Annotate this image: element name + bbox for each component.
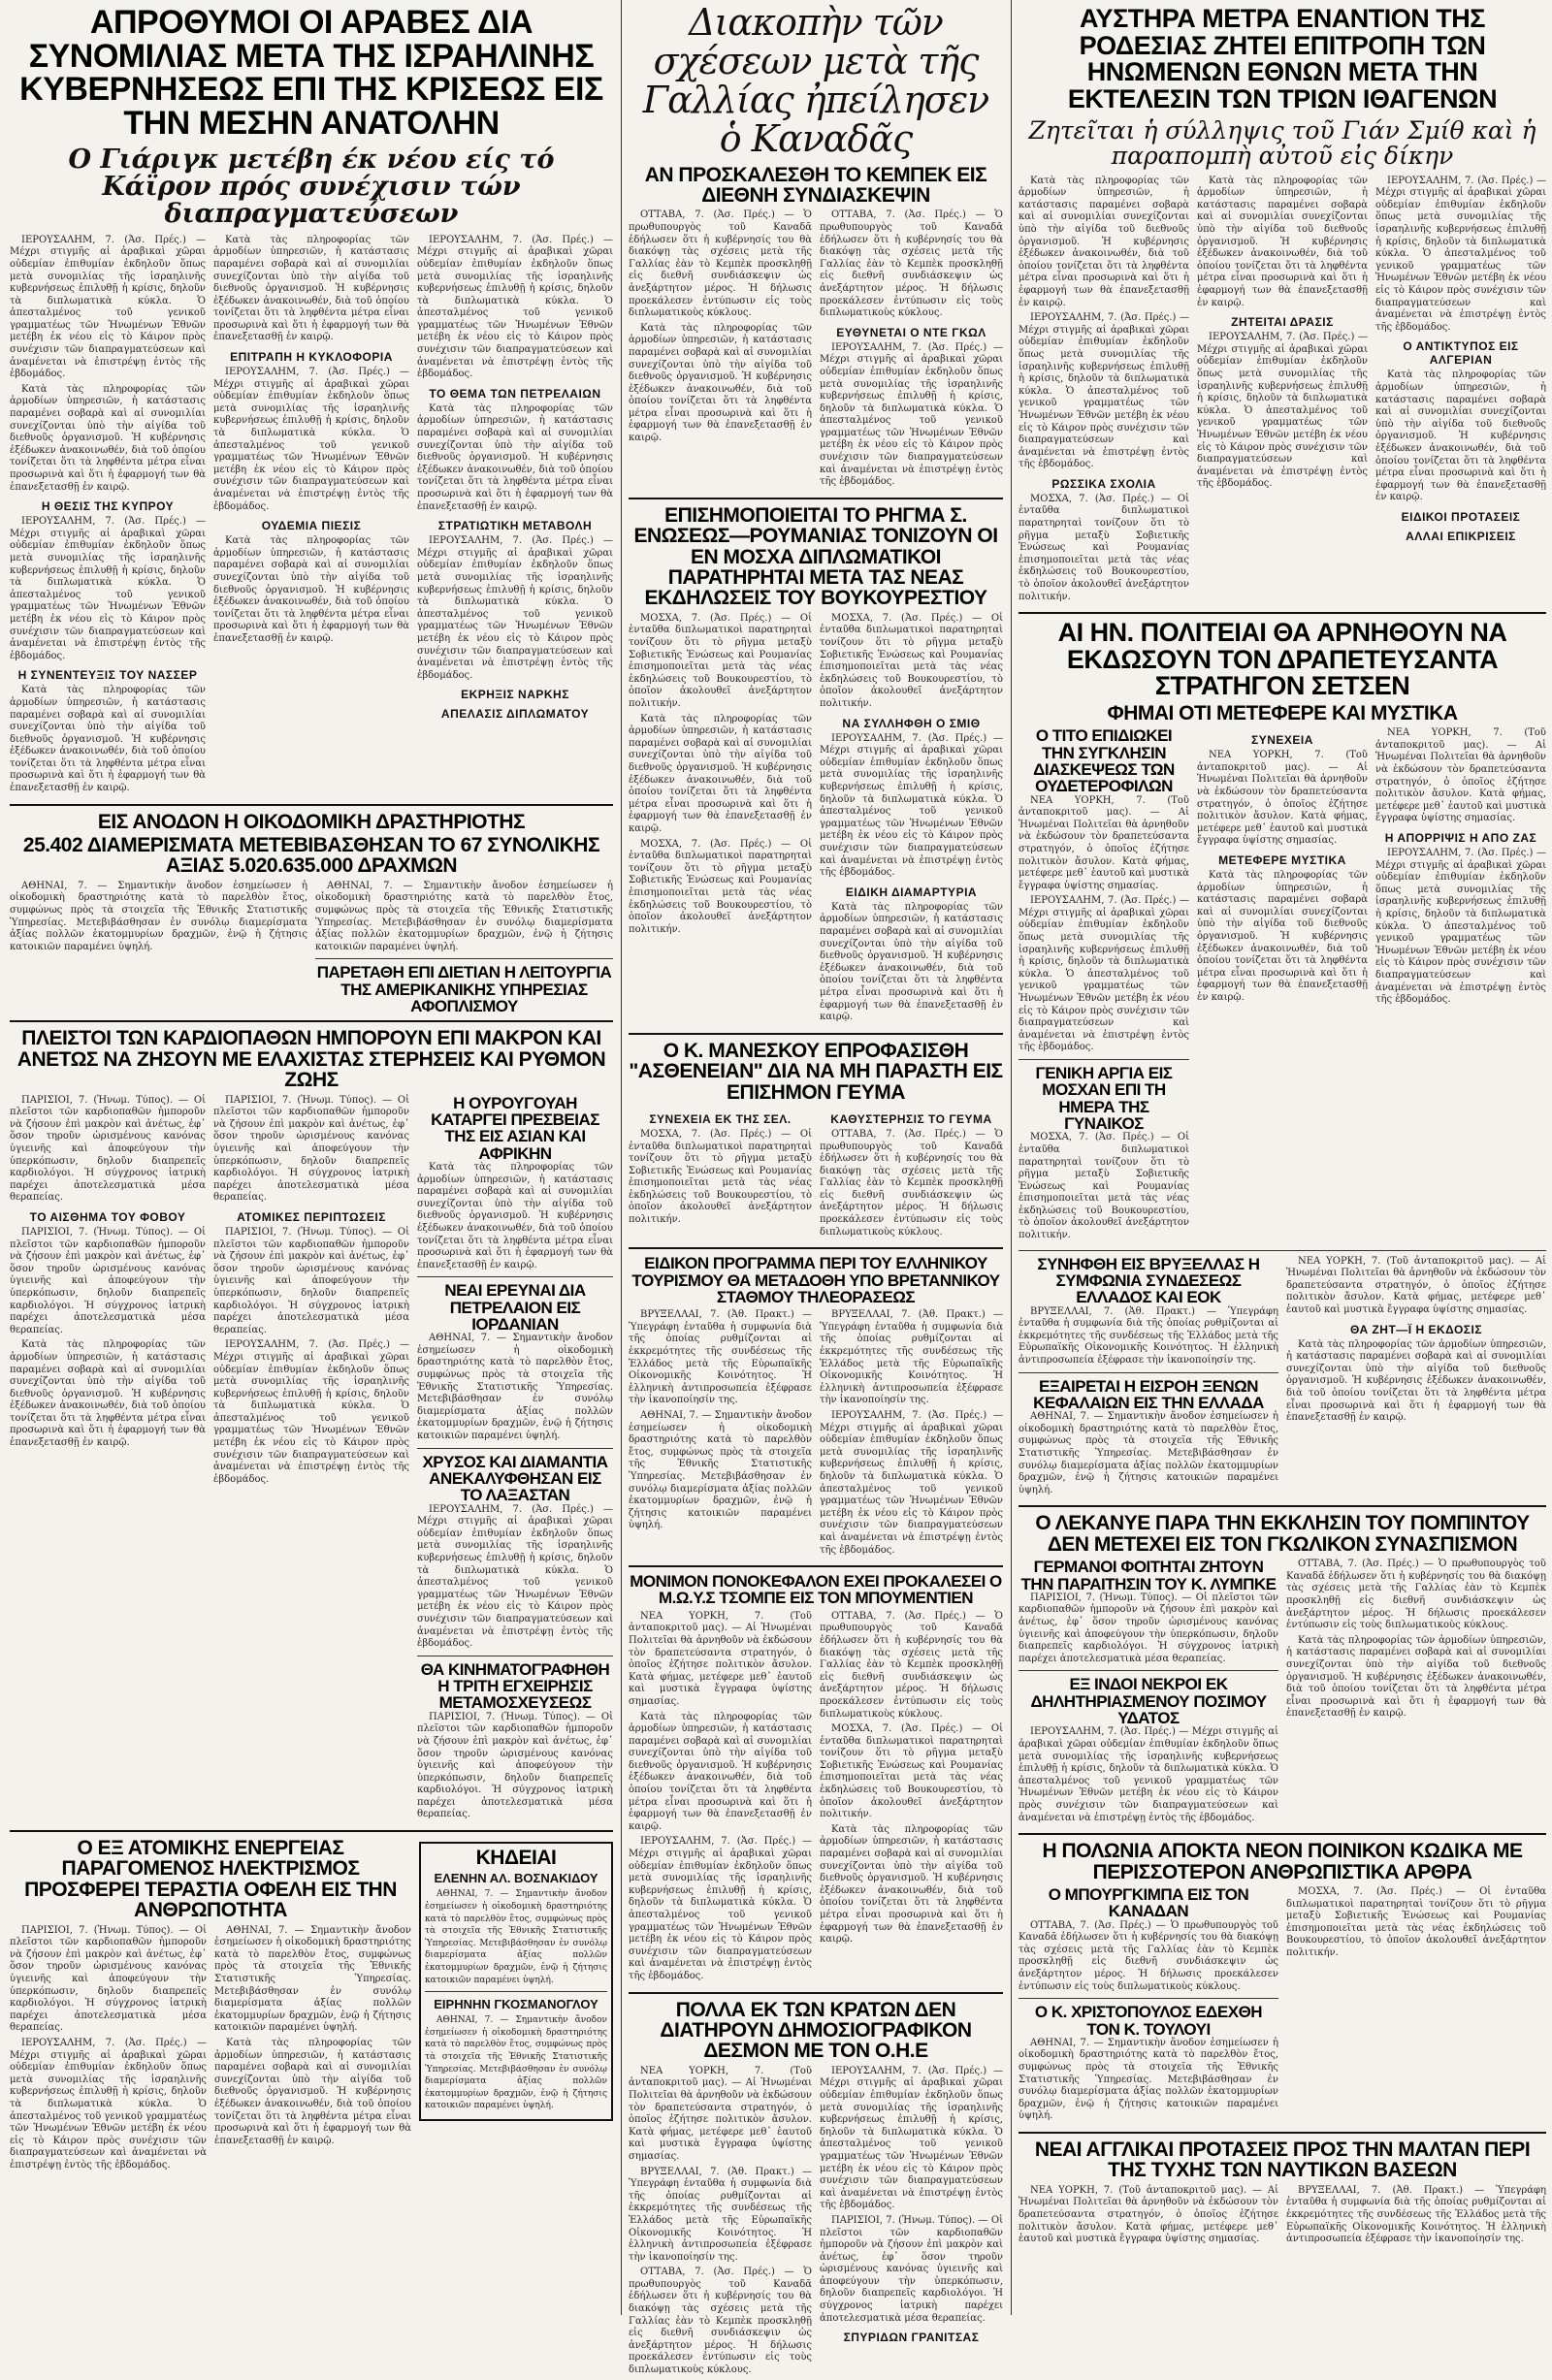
article-text: ΠΑΡΙΣΙΟΙ, 7. (Ἡνωμ. Τύπος). — Οἱ πλεῖστοι τῶν καρδιοπαθῶν ἠμποροῦν νὰ ζήσουν ἐπὶ μακρὸν καὶ ἀνέτως, ἐφ᾽ ὅσον τηροῦν ὡρισμένους κανόνας ὑγιεινῆς καὶ ἀποφεύγουν τὴν ὑπερκόπωσιν, δηλοῦν διαπρεπεῖς καρδιολόγοι. Ἡ σύγχρονος ἰατρικὴ παρέχει ἀποτελεσματικὰ μέσα θεραπείας. (417, 1711, 613, 1820)
headline-tourism-program: ΕΙΔΙΚΟΝ ΠΡΟΓΡΑΜΜΑ ΠΕΡΙ ΤΟΥ ΕΛΛΗΝΙΚΟΥ ΤΟΥΡΙΣΜΟΥ ΘΑ ΜΕΤΑΔΟΘΗ ΥΠΟ ΒΡΕΤΑΝΝΙΚΟΥ ΣΤΑΘΜΟΥ ΤΗΛΕΟΡΑΣΕΩΣ (631, 1254, 1000, 1306)
headline-jordan-oil: ΝΕΑΙ ΕΡΕΥΝΑΙ ΔΙΑ ΠΕΤΡΕΛΑΙΟΝ ΕΙΣ ΙΟΡΔΑΝΙΑΝ (444, 1281, 586, 1334)
headline-apartments: 25.402 ΔΙΑΜΕΡΙΣΜΑΤΑ ΜΕΤΕΒΙΒΑΣΘΗΣΑΝ ΤΟ 67 ΣΥΝΟΛΙΚΗΣ ΑΞΙΑΣ 5.020.635.000 ΔΡΑΧΜΩΝ (22, 834, 600, 878)
right-column (1018, 0, 1546, 2249)
section-heading: ΡΩΣΣΙΚΑ ΣΧΟΛΙΑ (1051, 476, 1156, 491)
article-text: ΙΕΡΟΥΣΑΛΗΜ, 7. (Ἀσ. Πρές.) — Μέχρι στιγμῆς αἱ ἀραβικαὶ χῶραι οὐδεμίαν ἐπιθυμίαν ἐκδηλοῦν ὅπως μετὰ συνομιλίας τῆς ἰσραηλινῆς κυβερνήσεως ἐπιλυθῇ ἡ κρίσις, δηλοῦν τὰ διπλωματικὰ κύκλα. Ὁ ἀπεσταλμένος τοῦ γενικοῦ γραμματέως τῶν Ἡνωμένων Ἐθνῶν μετέβη ἐκ νέου εἰς τὸ Κάιρον πρὸς συνέχισιν τῶν διαπραγματεύσεων καὶ ἀναμένεται νὰ ἐπιστρέψῃ ἐντὸς τῆς ἑβδομάδος. (1018, 312, 1189, 470)
article-text: ΑΘΗΝΑΙ, 7. — Σημαντικὴν ἄνοδον ἐσημείωσεν ἡ οἰκοδομικὴ δραστηριότης κατὰ τὸ παρελθὸν ἔτος, συμφώνως πρὸς τὰ στοιχεῖα τῆς Ἐθνικῆς Στατιστικῆς Ὑπηρεσίας. Μετεβιβάσθησαν ἐν συνόλῳ διαμερίσματα ἀξίας πολλῶν ἑκατομμυρίων δραχμῶν, ἐνῷ ἡ ζήτησις κατοικιῶν παραμένει ὑψηλή. (629, 1409, 812, 1531)
article-text: ΑΘΗΝΑΙ, 7. — Σημαντικὴν ἄνοδον ἐσημείωσεν ἡ οἰκοδομικὴ δραστηριότης κατὰ τὸ παρελθὸν ἔτος, συμφώνως πρὸς τὰ στοιχεῖα τῆς Ἐθνικῆς Στατιστικῆς Ὑπηρεσίας. Μετεβιβάσθησαν ἐν συνόλῳ διαμερίσματα ἀξίας πολλῶν ἑκατομμυρίων δραχμῶν, ἐνῷ ἡ ζήτησις κατοικιῶν παραμένει ὑψηλή. (1018, 2037, 1278, 2122)
headline-atomic-energy: Ο ΕΞ ΑΤΟΜΙΚΗΣ ΕΝΕΡΓΕΙΑΣ ΠΑΡΑΓΟΜΕΝΟΣ ΗΛΕΚΤΡΙΣΜΟΣ ΠΡΟΣΦΕΡΕΙ ΤΕΡΑΣΤΙΑ ΟΦΕΛΗ ΕΙΣ ΤΗΝ ΑΝΘΡΩΠΟΤΗΤΑ (24, 1837, 397, 1922)
article-text: ΑΘΗΝΑΙ, 7. — Σημαντικὴν ἄνοδον ἐσημείωσεν ἡ οἰκοδομικὴ δραστηριότης κατὰ τὸ παρελθὸν ἔτος, συμφώνως πρὸς τὰ στοιχεῖα τῆς Ἐθνικῆς Στατιστικῆς Ὑπηρεσίας. Μετεβιβάσθησαν ἐν συνόλῳ διαμερίσματα ἀξίας πολλῶν ἑκατομμυρίων δραχμῶν, ἐνῷ ἡ ζήτησις κατοικιῶν παραμένει ὑψηλή. (10, 880, 307, 952)
article-text: ΙΕΡΟΥΣΑΛΗΜ, 7. (Ἀσ. Πρές.) — Μέχρι στιγμῆς αἱ ἀραβικαὶ χῶραι οὐδεμίαν ἐπιθυμίαν ἐκδηλοῦν ὅπως μετὰ συνομιλίας τῆς ἰσραηλινῆς κυβερνήσεως ἐπιλυθῇ ἡ κρίσις, δηλοῦν τὰ διπλωματικὰ κύκλα. Ὁ ἀπεσταλμένος τοῦ γενικοῦ γραμματέως τῶν Ἡνωμένων Ἐθνῶν μετέβη ἐκ νέου εἰς τὸ Κάιρον πρὸς συνέχισιν τῶν διαπραγματεύσεων καὶ ἀναμένεται νὰ ἐπιστρέψῃ ἐντὸς τῆς ἑβδομάδος. (1375, 175, 1546, 333)
section-heading: Ο ΑΝΤΙΚΤΥΠΟΣ ΕΙΣ ΑΛΓΕΡΙΑΝ (1403, 339, 1519, 368)
article-text: ΝΕΑ ΥΟΡΚΗ, 7. (Τοῦ ἀνταποκριτοῦ μας). — Αἱ Ἡνωμέναι Πολιτεῖαι θὰ ἀρνηθοῦν νὰ ἐκδώσουν τὸν δραπετεύσαντα στρατηγόν, ὁ ὁποῖος ἐζήτησε πολιτικὸν ἄσυλον. Κατὰ φήμας, μετέφερε μεθ᾽ ἑαυτοῦ καὶ μυστικὰ ἔγγραφα ὑψίστης σημασίας. (1018, 794, 1189, 891)
article-text: ΑΘΗΝΑΙ, 7. — Σημαντικὴν ἄνοδον ἐσημείωσεν ἡ οἰκοδομικὴ δραστηριότης κατὰ τὸ παρελθὸν ἔτος, συμφώνως πρὸς τὰ στοιχεῖα τῆς Ἐθνικῆς Στατιστικῆς Ὑπηρεσίας. Μετεβιβάσθησαν ἐν συνόλῳ διαμερίσματα ἀξίας πολλῶν ἑκατομμυρίων δραχμῶν, ἐνῷ ἡ ζήτησις κατοικιῶν παραμένει ὑψηλή. (425, 2015, 607, 2111)
article-text: Κατὰ τὰς πληροφορίας τῶν ἁρμοδίων ὑπηρεσιῶν, ἡ κατάστασις παραμένει σοβαρὰ καὶ αἱ συνομιλίαι συνεχίζονται ὑπὸ τὴν αἰγίδα τοῦ διεθνοῦς ὀργανισμοῦ. Ἡ κυβέρνησις ἐξέδωκεν ἀνακοινωθέν, διὰ τοῦ ὁποίου τονίζεται ὅτι τὰ ληφθέντα μέτρα εἶναι προσωρινὰ καὶ ὅτι ἡ ἐφαρμογή των θὰ ἐπανεξετασθῇ ἐν καιρῷ. (214, 2038, 411, 2146)
article-text: Κατὰ τὰς πληροφορίας τῶν ἁρμοδίων ὑπηρεσιῶν, ἡ κατάστασις παραμένει σοβαρὰ καὶ αἱ συνομιλίαι συνεχίζονται ὑπὸ τὴν αἰγίδα τοῦ διεθνοῦς ὀργανισμοῦ. Ἡ κυβέρνησις ἐξέδωκεν ἀνακοινωθέν, διὰ τοῦ ὁποίου τονίζεται ὅτι τὰ ληφθέντα μέτρα εἶναι προσωρινὰ καὶ ὅτι ἡ ἐφαρμογή των θὰ ἐπανεξετασθῇ ἐν καιρῷ. (10, 685, 206, 794)
article-text: ΠΑΡΙΣΙΟΙ, 7. (Ἡνωμ. Τύπος). — Οἱ πλεῖστοι τῶν καρδιοπαθῶν ἠμποροῦν νὰ ζήσουν ἐπὶ μακρὸν καὶ ἀνέτως, ἐφ᾽ ὅσον τηροῦν ὡρισμένους κανόνας ὑγιεινῆς καὶ ἀποφεύγουν τὴν ὑπερκόπωσιν, δηλοῦν διαπρεπεῖς καρδιολόγοι. Ἡ σύγχρονος ἰατρικὴ παρέχει ἀποτελεσματικὰ μέσα θεραπείας. (10, 1924, 207, 2034)
article-text: ΙΕΡΟΥΣΑΛΗΜ, 7. (Ἀσ. Πρές.) — Μέχρι στιγμῆς αἱ ἀραβικαὶ χῶραι οὐδεμίαν ἐπιθυμίαν ἐκδηλοῦν ὅπως μετὰ συνομιλίας τῆς ἰσραηλινῆς κυβερνήσεως ἐπιλυθῇ ἡ κρίσις, δηλοῦν τὰ διπλωματικὰ κύκλα. Ὁ ἀπεσταλμένος τοῦ γενικοῦ γραμματέως τῶν Ἡνωμένων Ἐθνῶν μετέβη ἐκ νέου εἰς τὸ Κάιρον πρὸς συνέχισιν τῶν διαπραγματεύσεων καὶ ἀναμένεται νὰ ἐπιστρέψῃ ἐντὸς τῆς ἑβδομάδος. (213, 367, 409, 512)
section-heading: ΟΥΔΕΜΙΑ ΠΙΕΣΙΣ (261, 519, 362, 533)
headline-malta-bases: ΝΕΑΙ ΑΓΓΛΙΚΑΙ ΠΡΟΤΑΣΕΙΣ ΠΡΟΣ ΤΗΝ ΜΑΛΤΑΝ ΠΕΡΙ ΤΗΣ ΤΥΧΗΣ ΤΩΝ ΝΑΥΤΙΚΩΝ ΒΑΣΕΩΝ (1034, 2139, 1531, 2182)
article-text: ΙΕΡΟΥΣΑΛΗΜ, 7. (Ἀσ. Πρές.) — Μέχρι στιγμῆς αἱ ἀραβικαὶ χῶραι οὐδεμίαν ἐπιθυμίαν ἐκδηλοῦν ὅπως μετὰ συνομιλίας τῆς ἰσραηλινῆς κυβερνήσεως ἐπιλυθῇ ἡ κρίσις, δηλοῦν τὰ διπλωματικὰ κύκλα. Ὁ ἀπεσταλμένος τοῦ γενικοῦ γραμματέως τῶν Ἡνωμένων Ἐθνῶν μετέβη ἐκ νέου εἰς τὸ Κάιρον πρὸς συνέχισιν τῶν διαπραγματεύσεων καὶ ἀναμένεται νὰ ἐπιστρέψῃ ἐντὸς τῆς ἑβδομάδος. (1018, 1726, 1278, 1823)
article-text: ΠΑΡΙΣΙΟΙ, 7. (Ἡνωμ. Τύπος). — Οἱ πλεῖστοι τῶν καρδιοπαθῶν ἠμποροῦν νὰ ζήσουν ἐπὶ μακρὸν καὶ ἀνέτως, ἐφ᾽ ὅσον τηροῦν ὡρισμένους κανόνας ὑγιεινῆς καὶ ἀποφεύγουν τὴν ὑπερκόπωσιν, δηλοῦν διαπρεπεῖς καρδιολόγοι. Ἡ σύγχρονος ἰατρικὴ παρέχει ἀποτελεσματικὰ μέσα θεραπείας. (1018, 1592, 1278, 1664)
headline-uruguay: Η ΟΥΡΟΥΓΟΥΑΗ ΚΑΤΑΡΓΕΙ ΠΡΕΣΒΕΙΑΣ ΤΗΣ ΕΙΣ ΑΣΙΑΝ ΚΑΙ ΑΦΡΙΚΗΝ (431, 1093, 599, 1163)
article-text: ΟΤΤΑΒΑ, 7. (Ἀσ. Πρές.) — Ὁ πρωθυπουργὸς τοῦ Καναδᾶ ἐδήλωσεν ὅτι ἡ κυβέρνησίς του θὰ διακόψῃ τὰς σχέσεις μετὰ τῆς Γαλλίας ἐὰν τὸ Κεμπὲκ προσκληθῇ εἰς διεθνῆ συνδιάσκεψιν ὡς ἀνεξάρτητον μέρος. Ἡ δήλωσις προεκάλεσεν ἐντύπωσιν εἰς τοὺς διπλωματικοὺς κύκλους. (629, 2267, 812, 2376)
article-text: ΟΤΤΑΒΑ, 7. (Ἀσ. Πρές.) — Ὁ πρωθυπουργὸς τοῦ Καναδᾶ ἐδήλωσεν ὅτι ἡ κυβέρνησίς του θὰ διακόψῃ τὰς σχέσεις μετὰ τῆς Γαλλίας ἐὰν τὸ Κεμπὲκ προσκληθῇ εἰς διεθνῆ συνδιάσκεψιν ὡς ἀνεξάρτητον μέρος. Ἡ δήλωσις προεκάλεσεν ἐντύπωσιν εἰς τοὺς διπλωματικοὺς κύκλους. (820, 1610, 1003, 1720)
article-text: ΜΟΣΧΑ, 7. (Ἀσ. Πρές.) — Οἱ ἐνταῦθα διπλωματικοὶ παρατηρηταὶ τονίζουν ὅτι τὸ ρῆγμα μεταξὺ Σοβιετικῆς Ἑνώσεως καὶ Ρουμανίας ἐπισημοποιεῖται μετὰ τὰς νέας ἐκδηλώσεις τοῦ Βουκουρεστίου, τὸ ὁποῖον ἀκολουθεῖ ἀνεξάρτητον πολιτικήν. (820, 612, 1003, 710)
headline-us-defector: ΑΙ ΗΝ. ΠΟΛΙΤΕΙΑΙ ΘΑ ΑΡΝΗΘΟΥΝ ΝΑ ΕΚΔΩΣΟΥΝ ΤΟΝ ΔΡΑΠΕΤΕΥΣΑΝΤΑ ΣΤΡΑΤΗΓΟΝ ΣΕΤΣΕΝ (1057, 618, 1507, 701)
article-text: ΑΘΗΝΑΙ, 7. — Σημαντικὴν ἄνοδον ἐσημείωσεν ἡ οἰκοδομικὴ δραστηριότης κατὰ τὸ παρελθὸν ἔτος, συμφώνως πρὸς τὰ στοιχεῖα τῆς Ἐθνικῆς Στατιστικῆς Ὑπηρεσίας. Μετεβιβάσθησαν ἐν συνόλῳ διαμερίσματα ἀξίας πολλῶν ἑκατομμυρίων δραχμῶν, ἐνῷ ἡ ζήτησις κατοικιῶν παραμένει ὑψηλή. (425, 1889, 607, 1985)
section-heading: ΣΤΡΑΤΙΩΤΙΚΗ ΜΕΤΑΒΟΛΗ (437, 519, 593, 533)
article-text: ΙΕΡΟΥΣΑΛΗΜ, 7. (Ἀσ. Πρές.) — Μέχρι στιγμῆς αἱ ἀραβικαὶ χῶραι οὐδεμίαν ἐπιθυμίαν ἐκδηλοῦν ὅπως μετὰ συνομιλίας τῆς ἰσραηλινῆς κυβερνήσεως ἐπιλυθῇ ἡ κρίσις, δηλοῦν τὰ διπλωματικὰ κύκλα. Ὁ ἀπεσταλμένος τοῦ γενικοῦ γραμματέως τῶν Ἡνωμένων Ἐθνῶν μετέβη ἐκ νέου εἰς τὸ Κάιρον πρὸς συνέχισιν τῶν διαπραγματεύσεων καὶ ἀναμένεται νὰ ἐπιστρέψῃ ἐντὸς τῆς ἑβδομάδος. (10, 234, 206, 380)
main-headline-canada: Διακοπὴν τῶν σχέσεων μετὰ τῆς Γαλλίας ἠπείλησεν ὁ Καναδᾶς (642, 1, 989, 160)
article-text: ΒΡΥΞΕΛΛΑΙ, 7. (Ἀθ. Πρακτ.) — Ὑπεγράφη ἐνταῦθα ἡ συμφωνία διὰ τῆς ὁποίας ρυθμίζονται αἱ ἐκκρεμότητες τῆς συνδέσεως τῆς Ἑλλάδος μετὰ τῆς Εὐρωπαϊκῆς Οἰκονομικῆς Κοινότητος. Ἡ ἑλληνικὴ ἀντιπροσωπεία ἐξέφρασε τὴν ἱκανοποίησίν της. (1018, 1305, 1278, 1367)
headline-secrets: ΦΗΜΑΙ ΟΤΙ ΜΕΤΕΦΕΡΕ ΚΑΙ ΜΥΣΤΙΚΑ (1107, 701, 1458, 724)
headline-manescu: Ο Κ. ΜΑΝΕΣΚΟΥ ΕΠΡΟΦΑΣΙΣΘΗ "ΑΣΘΕΝΕΙΑΝ" ΔΙΑ ΝΑ ΜΗ ΠΑΡΑΣΤΗ ΕΙΣ ΕΠΙΣΗΜΟΝ ΓΕΥΜΑ (629, 1039, 1003, 1104)
left-column (10, 0, 613, 2175)
article-text: ΠΑΡΙΣΙΟΙ, 7. (Ἡνωμ. Τύπος). — Οἱ πλεῖστοι τῶν καρδιοπαθῶν ἠμποροῦν νὰ ζήσουν ἐπὶ μακρὸν καὶ ἀνέτως, ἐφ᾽ ὅσον τηροῦν ὡρισμένους κανόνας ὑγιεινῆς καὶ ἀποφεύγουν τὴν ὑπερκόπωσιν, δηλοῦν διαπρεπεῖς καρδιολόγοι. Ἡ σύγχρονος ἰατρικὴ παρέχει ἀποτελεσματικὰ μέσα θεραπείας. (10, 1094, 206, 1204)
article-text: ΑΘΗΝΑΙ, 7. — Σημαντικὴν ἄνοδον ἐσημείωσεν ἡ οἰκοδομικὴ δραστηριότης κατὰ τὸ παρελθὸν ἔτος, συμφώνως πρὸς τὰ στοιχεῖα τῆς Ἐθνικῆς Στατιστικῆς Ὑπηρεσίας. Μετεβιβάσθησαν ἐν συνόλῳ διαμερίσματα ἀξίας πολλῶν ἑκατομμυρίων δραχμῶν, ἐνῷ ἡ ζήτησις κατοικιῶν παραμένει ὑψηλή. (1018, 1411, 1278, 1496)
article-text: ΙΕΡΟΥΣΑΛΗΜ, 7. (Ἀσ. Πρές.) — Μέχρι στιγμῆς αἱ ἀραβικαὶ χῶραι οὐδεμίαν ἐπιθυμίαν ἐκδηλοῦν ὅπως μετὰ συνομιλίας τῆς ἰσραηλινῆς κυβερνήσεως ἐπιλυθῇ ἡ κρίσις, δηλοῦν τὰ διπλωματικὰ κύκλα. Ὁ ἀπεσταλμένος τοῦ γενικοῦ γραμματέως τῶν Ἡνωμένων Ἐθνῶν μετέβη ἐκ νέου εἰς τὸ Κάιρον πρὸς συνέχισιν τῶν διαπραγματεύσεων καὶ ἀναμένεται νὰ ἐπιστρέψῃ ἐντὸς τῆς ἑβδομάδος. (10, 2038, 207, 2171)
headline-construction: ΕΙΣ ΑΝΟΔΟΝ Η ΟΙΚΟΔΟΜΙΚΗ ΔΡΑΣΤΗΡΙΟΤΗΣ (97, 810, 526, 833)
headline-poland-code: Η ΠΟΛΩΝΙΑ ΑΠΟΚΤΑ ΝΕΟΝ ΠΟΙΝΙΚΟΝ ΚΩΔΙΚΑ ΜΕ ΠΕΡΙΣΣΟΤΕΡΟΝ ΑΝΘΡΩΠΙΣΤΙΚΑ ΑΡΘΡΑ (1042, 1840, 1523, 1883)
headline-eec-association: ΣΥΝΗΦΘΗ ΕΙΣ ΒΡΥΞΕΛΛΑΣ Η ΣΥΜΦΩΝΙΑ ΣΥΝΔΕΣΕΩΣ ΕΛΛΑΔΟΣ ΚΑΙ ΕΟΚ (1037, 1254, 1260, 1307)
article-text: ΙΕΡΟΥΣΑΛΗΜ, 7. (Ἀσ. Πρές.) — Μέχρι στιγμῆς αἱ ἀραβικαὶ χῶραι οὐδεμίαν ἐπιθυμίαν ἐκδηλοῦν ὅπως μετὰ συνομιλίας τῆς ἰσραηλινῆς κυβερνήσεως ἐπιλυθῇ ἡ κρίσις, δηλοῦν τὰ διπλωματικὰ κύκλα. Ὁ ἀπεσταλμένος τοῦ γενικοῦ γραμματέως τῶν Ἡνωμένων Ἐθνῶν μετέβη ἐκ νέου εἰς τὸ Κάιρον πρὸς συνέχισιν τῶν διαπραγματεύσεων καὶ ἀναμένεται νὰ ἐπιστρέψῃ ἐντὸς τῆς ἑβδομάδος. (820, 2065, 1003, 2211)
headline-romania-rift: ΕΠΙΣΗΜΟΠΟΙΕΙΤΑΙ ΤΟ ΡΗΓΜΑ Σ. ΕΝΩΣΕΩΣ—ΡΟΥΜΑΝΙΑΣ ΤΟΝΙΖΟΥΝ ΟΙ ΕΝ ΜΟΣΧΑ ΔΙΠΛΩΜΑΤΙΚΟΙ ΠΑΡΑΤΗΡΗΤΑΙ ΜΕΤΑ ΤΑΣ ΝΕΑΣ ΕΚΔΗΛΩΣΕΙΣ ΤΟΥ ΒΟΥΚΟΥΡΕΣΤΙΟΥ (633, 503, 998, 610)
article-text: ΙΕΡΟΥΣΑΛΗΜ, 7. (Ἀσ. Πρές.) — Μέχρι στιγμῆς αἱ ἀραβικαὶ χῶραι οὐδεμίαν ἐπιθυμίαν ἐκδηλοῦν ὅπως μετὰ συνομιλίας τῆς ἰσραηλινῆς κυβερνήσεως ἐπιλυθῇ ἡ κρίσις, δηλοῦν τὰ διπλωματικὰ κύκλα. Ὁ ἀπεσταλμένος τοῦ γενικοῦ γραμματέως τῶν Ἡνωμένων Ἐθνῶν μετέβη ἐκ νέου εἰς τὸ Κάιρον πρὸς συνέχισιν τῶν διαπραγματεύσεων καὶ ἀναμένεται νὰ ἐπιστρέψῃ ἐντὸς τῆς ἑβδομάδος. (820, 341, 1003, 488)
section-heading: ΕΙΔΙΚΗ ΔΙΑΜΑΡΤΥΡΙΑ (845, 884, 978, 899)
article-text: ΒΡΥΞΕΛΛΑΙ, 7. (Ἀθ. Πρακτ.) — Ὑπεγράφη ἐνταῦθα ἡ συμφωνία διὰ τῆς ὁποίας ρυθμίζονται αἱ ἐκκρεμότητες τῆς συνδέσεως τῆς Ἑλλάδος μετὰ τῆς Εὐρωπαϊκῆς Οἰκονομικῆς Κοινότητος. Ἡ ἑλληνικὴ ἀντιπροσωπεία ἐξέφρασε τὴν ἱκανοποίησίν της. (629, 2166, 812, 2263)
article-text: ΟΤΤΑΒΑ, 7. (Ἀσ. Πρές.) — Ὁ πρωθυπουργὸς τοῦ Καναδᾶ ἐδήλωσεν ὅτι ἡ κυβέρνησίς του θὰ διακόψῃ τὰς σχέσεις μετὰ τῆς Γαλλίας ἐὰν τὸ Κεμπὲκ προσκληθῇ εἰς διεθνῆ συνδιάσκεψιν ὡς ἀνεξάρτητον μέρος. Ἡ δήλωσις προεκάλεσεν ἐντύπωσιν εἰς τοὺς διπλωματικοὺς κύκλους. (1286, 1559, 1546, 1631)
article-text: ΜΟΣΧΑ, 7. (Ἀσ. Πρές.) — Οἱ ἐνταῦθα διπλωματικοὶ παρατηρηταὶ τονίζουν ὅτι τὸ ρῆγμα μεταξὺ Σοβιετικῆς Ἑνώσεως καὶ Ρουμανίας ἐπισημοποιεῖται μετὰ τὰς νέας ἐκδηλώσεις τοῦ Βουκουρεστίου, τὸ ὁποῖον ἀκολουθεῖ ἀνεξάρτητον πολιτικήν. (820, 1723, 1003, 1820)
section-heading: ΜΕΤΕΦΕΡΕ ΜΥΣΤΙΚΑ (1218, 852, 1346, 867)
headline-un-press: ΠΟΛΛΑ ΕΚ ΤΩΝ ΚΡΑΤΩΝ ΔΕΝ ΔΙΑΤΗΡΟΥΝ ΔΗΜΟΣΙΟΓΡΑΦΙΚΟΝ ΔΕΣΜΟΝ ΜΕ ΤΟΝ Ο.Η.Ε (660, 1998, 972, 2063)
funeral-name: ΕΙΡΗΝΗΝ ΓΚΟΣΜΑΝΟΓΛΟΥ (434, 1997, 598, 2012)
article-text: Κατὰ τὰς πληροφορίας τῶν ἁρμοδίων ὑπηρεσιῶν, ἡ κατάστασις παραμένει σοβαρὰ καὶ αἱ συνομιλίαι συνεχίζονται ὑπὸ τὴν αἰγίδα τοῦ διεθνοῦς ὀργανισμοῦ. Ἡ κυβέρνησις ἐξέδωκεν ἀνακοινωθέν, διὰ τοῦ ὁποίου τονίζεται ὅτι τὰ ληφθέντα μέτρα εἶναι προσωρινὰ καὶ ὅτι ἡ ἐφαρμογή των θὰ ἐπανεξετασθῇ ἐν καιρῷ. (629, 322, 812, 444)
section-heading: Η ΘΕΣΙΣ ΤΗΣ ΚΥΠΡΟΥ (41, 499, 175, 514)
article-text: Κατὰ τὰς πληροφορίας τῶν ἁρμοδίων ὑπηρεσιῶν, ἡ κατάστασις παραμένει σοβαρὰ καὶ αἱ συνομιλίαι συνεχίζονται ὑπὸ τὴν αἰγίδα τοῦ διεθνοῦς ὀργανισμοῦ. Ἡ κυβέρνησις ἐξέδωκεν ἀνακοινωθέν, διὰ τοῦ ὁποίου τονίζεται ὅτι τὰ ληφθέντα μέτρα εἶναι προσωρινὰ καὶ ὅτι ἡ ἐφαρμογή των θὰ ἐπανεξετασθῇ ἐν καιρῷ. (10, 383, 206, 493)
section-heading: ΑΠΕΛΑΣΙΣ ΔΙΠΛΩΜΑΤΟΥ (440, 707, 590, 722)
main-headline-arabs: ΑΠΡΟΘΥΜΟΙ ΟΙ ΑΡΑΒΕΣ ΔΙΑ ΣΥΝΟΜΙΛΙΑΣ ΜΕΤΑ ΤΗΣ ΙΣΡΑΗΛΙΝΗΣ ΚΥΒΕΡΝΗΣΕΩΣ ΕΠΙ ΤΗΣ ΚΡΙΣΕΩΣ ΕΙΣ ΤΗΝ ΜΕΣΗΝ ΑΝΑΤΟΛΗΝ (19, 4, 603, 143)
article-text: Κατὰ τὰς πληροφορίας τῶν ἁρμοδίων ὑπηρεσιῶν, ἡ κατάστασις παραμένει σοβαρὰ καὶ αἱ συνομιλίαι συνεχίζονται ὑπὸ τὴν αἰγίδα τοῦ διεθνοῦς ὀργανισμοῦ. Ἡ κυβέρνησις ἐξέδωκεν ἀνακοινωθέν, διὰ τοῦ ὁποίου τονίζεται ὅτι τὰ ληφθέντα μέτρα εἶναι προσωρινὰ καὶ ὅτι ἡ ἐφαρμογή των θὰ ἐπανεξετασθῇ ἐν καιρῷ. (629, 713, 812, 834)
article-text: ΜΟΣΧΑ, 7. (Ἀσ. Πρές.) — Οἱ ἐνταῦθα διπλωματικοὶ παρατηρηταὶ τονίζουν ὅτι τὸ ρῆγμα μεταξὺ Σοβιετικῆς Ἑνώσεως καὶ Ρουμανίας ἐπισημοποιεῖται μετὰ τὰς νέας ἐκδηλώσεις τοῦ Βουκουρεστίου, τὸ ὁποῖον ἀκολουθεῖ ἀνεξάρτητον πολιτικήν. (629, 1128, 812, 1226)
headline-moscow-holiday: ΓΕΝΙΚΗ ΑΡΓΙΑ ΕΙΣ ΜΟΣΧΑΝ ΕΠΙ ΤΗ ΗΜΕΡΑ ΤΗΣ ΓΥΝΑΙΚΟΣ (1035, 1064, 1173, 1133)
article-text: ΠΑΡΙΣΙΟΙ, 7. (Ἡνωμ. Τύπος). — Οἱ πλεῖστοι τῶν καρδιοπαθῶν ἠμποροῦν νὰ ζήσουν ἐπὶ μακρὸν καὶ ἀνέτως, ἐφ᾽ ὅσον τηροῦν ὡρισμένους κανόνας ὑγιεινῆς καὶ ἀποφεύγουν τὴν ὑπερκόπωσιν, δηλοῦν διαπρεπεῖς καρδιολόγοι. Ἡ σύγχρονος ἰατρικὴ παρέχει ἀποτελεσματικὰ μέσα θεραπείας. (10, 1226, 206, 1335)
article-text: Κατὰ τὰς πληροφορίας τῶν ἁρμοδίων ὑπηρεσιῶν, ἡ κατάστασις παραμένει σοβαρὰ καὶ αἱ συνομιλίαι συνεχίζονται ὑπὸ τὴν αἰγίδα τοῦ διεθνοῦς ὀργανισμοῦ. Ἡ κυβέρνησις ἐξέδωκεν ἀνακοινωθέν, διὰ τοῦ ὁποίου τονίζεται ὅτι τὰ ληφθέντα μέτρα εἶναι προσωρινὰ καὶ ὅτι ἡ ἐφαρμογή των θὰ ἐπανεξετασθῇ ἐν καιρῷ. (417, 402, 613, 512)
article-text: ΙΕΡΟΥΣΑΛΗΜ, 7. (Ἀσ. Πρές.) — Μέχρι στιγμῆς αἱ ἀραβικαὶ χῶραι οὐδεμίαν ἐπιθυμίαν ἐκδηλοῦν ὅπως μετὰ συνομιλίας τῆς ἰσραηλινῆς κυβερνήσεως ἐπιλυθῇ ἡ κρίσις, δηλοῦν τὰ διπλωματικὰ κύκλα. Ὁ ἀπεσταλμένος τοῦ γενικοῦ γραμματέως τῶν Ἡνωμένων Ἐθνῶν μετέβη ἐκ νέου εἰς τὸ Κάιρον πρὸς συνέχισιν τῶν διαπραγματεύσεων καὶ ἀναμένεται νὰ ἐπιστρέψῃ ἐντὸς τῆς ἑβδομάδος. (629, 1836, 812, 1981)
headline-bourguiba: Ο ΜΠΟΥΡΓΚΙΜΠΑ ΕΙΣ ΤΟΝ ΚΑΝΑΔΑΝ (1048, 1885, 1249, 1921)
headline-gold-diamonds: ΧΡΥΣΟΣ ΚΑΙ ΔΙΑΜΑΝΤΙΑ ΑΝΕΚΑΛΥΦΘΗΣΑΝ ΕΙΣ ΤΟ ΛΑΞΑΣΤΑΝ (422, 1452, 608, 1505)
article-text: ΙΕΡΟΥΣΑΛΗΜ, 7. (Ἀσ. Πρές.) — Μέχρι στιγμῆς αἱ ἀραβικαὶ χῶραι οὐδεμίαν ἐπιθυμίαν ἐκδηλοῦν ὅπως μετὰ συνομιλίας τῆς ἰσραηλινῆς κυβερνήσεως ἐπιλυθῇ ἡ κρίσις, δηλοῦν τὰ διπλωματικὰ κύκλα. Ὁ ἀπεσταλμένος τοῦ γενικοῦ γραμματέως τῶν Ἡνωμένων Ἐθνῶν μετέβη ἐκ νέου εἰς τὸ Κάιρον πρὸς συνέχισιν τῶν διαπραγματεύσεων καὶ ἀναμένεται νὰ ἐπιστρέψῃ ἐντὸς τῆς ἑβδομάδος. (417, 234, 613, 380)
article-text: Κατὰ τὰς πληροφορίας τῶν ἁρμοδίων ὑπηρεσιῶν, ἡ κατάστασις παραμένει σοβαρὰ καὶ αἱ συνομιλίαι συνεχίζονται ὑπὸ τὴν αἰγίδα τοῦ διεθνοῦς ὀργανισμοῦ. Ἡ κυβέρνησις ἐξέδωκεν ἀνακοινωθέν, διὰ τοῦ ὁποίου τονίζεται ὅτι τὰ ληφθέντα μέτρα εἶναι προσωρινὰ καὶ ὅτι ἡ ἐφαρμογή των θὰ ἐπανεξετασθῇ ἐν καιρῷ. (1375, 370, 1546, 503)
article-text: Κατὰ τὰς πληροφορίας τῶν ἁρμοδίων ὑπηρεσιῶν, ἡ κατάστασις παραμένει σοβαρὰ καὶ αἱ συνομιλίαι συνεχίζονται ὑπὸ τὴν αἰγίδα τοῦ διεθνοῦς ὀργανισμοῦ. Ἡ κυβέρνησις ἐξέδωκεν ἀνακοινωθέν, διὰ τοῦ ὁποίου τονίζεται ὅτι τὰ ληφθέντα μέτρα εἶναι προσωρινὰ καὶ ὅτι ἡ ἐφαρμογή των θὰ ἐπανεξετασθῇ ἐν καιρῷ. (820, 901, 1003, 1023)
main-headline-rhodesia: ΑΥΣΤΗΡΑ ΜΕΤΡΑ ΕΝΑΝΤΙΟΝ ΤΗΣ ΡΟΔΕΣΙΑΣ ΖΗΤΕΙ ΕΠΙΤΡΟΠΗ ΤΩΝ ΗΝΩΜΕΝΩΝ ΕΘΝΩΝ ΜΕΤΑ ΤΗΝ ΕΚΤΕΛΕΣΙΝ ΤΩΝ ΤΡΙΩΝ ΙΘΑΓΕΝΩΝ (1067, 4, 1498, 113)
section-heading: ΣΥΝΕΧΕΙΑ (1251, 733, 1313, 748)
article-text: ΙΕΡΟΥΣΑΛΗΜ, 7. (Ἀσ. Πρές.) — Μέχρι στιγμῆς αἱ ἀραβικαὶ χῶραι οὐδεμίαν ἐπιθυμίαν ἐκδηλοῦν ὅπως μετὰ συνομιλίας τῆς ἰσραηλινῆς κυβερνήσεως ἐπιλυθῇ ἡ κρίσις, δηλοῦν τὰ διπλωματικὰ κύκλα. Ὁ ἀπεσταλμένος τοῦ γενικοῦ γραμματέως τῶν Ἡνωμένων Ἐθνῶν μετέβη ἐκ νέου εἰς τὸ Κάιρον πρὸς συνέχισιν τῶν διαπραγματεύσεων καὶ ἀναμένεται νὰ ἐπιστρέψῃ ἐντὸς τῆς ἑβδομάδος. (1018, 895, 1189, 1053)
article-text: ΟΤΤΑΒΑ, 7. (Ἀσ. Πρές.) — Ὁ πρωθυπουργὸς τοῦ Καναδᾶ ἐδήλωσεν ὅτι ἡ κυβέρνησίς του θὰ διακόψῃ τὰς σχέσεις μετὰ τῆς Γαλλίας ἐὰν τὸ Κεμπὲκ προσκληθῇ εἰς διεθνῆ συνδιάσκεψιν ὡς ἀνεξάρτητον μέρος. Ἡ δήλωσις προεκάλεσεν ἐντύπωσιν εἰς τοὺς διπλωματικοὺς κύκλους. (820, 1128, 1003, 1238)
article-text: ΒΡΥΞΕΛΛΑΙ, 7. (Ἀθ. Πρακτ.) — Ὑπεγράφη ἐνταῦθα ἡ συμφωνία διὰ τῆς ὁποίας ρυθμίζονται αἱ ἐκκρεμότητες τῆς συνδέσεως τῆς Ἑλλάδος μετὰ τῆς Εὐρωπαϊκῆς Οἰκονομικῆς Κοινότητος. Ἡ ἑλληνικὴ ἀντιπροσωπεία ἐξέφρασε τὴν ἱκανοποίησίν της. (1286, 2184, 1546, 2245)
section-heading: ΕΠΙΤΡΑΠΗ Η ΚΥΚΛΟΦΟΡΙΑ (230, 350, 393, 365)
section-heading: ΝΑ ΣΥΛΛΗΦΘΗ Ο ΣΜΙΘ (842, 716, 981, 730)
headline-lecanuet: Ο ΛΕΚΑΝΥΕ ΠΑΡΑ ΤΗΝ ΕΚΚΛΗΣΙΝ ΤΟΥ ΠΟΜΠΙΝΤΟΥ ΔΕΝ ΜΕΤΕΧΕΙ ΕΙΣ ΤΟΝ ΓΚΩΛΙΚΟΝ ΣΥΝΑΣΠΙΣΜΟΝ (1035, 1512, 1530, 1556)
article-text: ΒΡΥΞΕΛΛΑΙ, 7. (Ἀθ. Πρακτ.) — Ὑπεγράφη ἐνταῦθα ἡ συμφωνία διὰ τῆς ὁποίας ρυθμίζονται αἱ ἐκκρεμότητες τῆς συνδέσεως τῆς Ἑλλάδος μετὰ τῆς Εὐρωπαϊκῆς Οἰκονομικῆς Κοινότητος. Ἡ ἑλληνικὴ ἀντιπροσωπεία ἐξέφρασε τὴν ἱκανοποίησίν της. (629, 1309, 812, 1406)
funeral-notices (419, 1842, 613, 2121)
section-heading: ΤΟ ΑΙΣΘΗΜΑ ΤΟΥ ΦΟΒΟΥ (29, 1209, 186, 1224)
section-heading: ΕΥΘΥΝΕΤΑΙ Ο ΝΤΕ ΓΚΩΛ (836, 325, 986, 339)
article-text: ΠΑΡΙΣΙΟΙ, 7. (Ἡνωμ. Τύπος). — Οἱ πλεῖστοι τῶν καρδιοπαθῶν ἠμποροῦν νὰ ζήσουν ἐπὶ μακρὸν καὶ ἀνέτως, ἐφ᾽ ὅσον τηροῦν ὡρισμένους κανόνας ὑγιεινῆς καὶ ἀποφεύγουν τὴν ὑπερκόπωσιν, δηλοῦν διαπρεπεῖς καρδιολόγοι. Ἡ σύγχρονος ἰατρικὴ παρέχει ἀποτελεσματικὰ μέσα θεραπείας. (213, 1226, 409, 1335)
section-heading: ΖΗΤΕΙΤΑΙ ΔΡΑΣΙΣ (1231, 315, 1334, 330)
article-text: ΟΤΤΑΒΑ, 7. (Ἀσ. Πρές.) — Ὁ πρωθυπουργὸς τοῦ Καναδᾶ ἐδήλωσεν ὅτι ἡ κυβέρνησίς του θὰ διακόψῃ τὰς σχέσεις μετὰ τῆς Γαλλίας ἐὰν τὸ Κεμπὲκ προσκληθῇ εἰς διεθνῆ συνδιάσκεψιν ὡς ἀνεξάρτητον μέρος. Ἡ δήλωσις προεκάλεσεν ἐντύπωσιν εἰς τοὺς διπλωματικοὺς κύκλους. (629, 209, 812, 319)
headline-tito: Ο ΤΙΤΟ ΕΠΙΔΙΩΚΕΙ ΤΗΝ ΣΥΓΚΛΗΣΙΝ ΔΙΑΣΚΕΨΕΩΣ ΤΩΝ ΟΥΔΕΤΕΡΟΦΙΛΩΝ (1033, 726, 1175, 796)
subheadline-smith: Ζητεῖται ἡ σύλληψις τοῦ Γιάν Σμίθ καὶ ἡ παραπομπὴ αὐτοῦ εἰς δίκην (1028, 116, 1536, 171)
article-text: Κατὰ τὰς πληροφορίας τῶν ἁρμοδίων ὑπηρεσιῶν, ἡ κατάστασις παραμένει σοβαρὰ καὶ αἱ συνομιλίαι συνεχίζονται ὑπὸ τὴν αἰγίδα τοῦ διεθνοῦς ὀργανισμοῦ. Ἡ κυβέρνησις ἐξέδωκεν ἀνακοινωθέν, διὰ τοῦ ὁποίου τονίζεται ὅτι τὰ ληφθέντα μέτρα εἶναι προσωρινὰ καὶ ὅτι ἡ ἐφαρμογή των θὰ ἐπανεξετασθῇ ἐν καιρῷ. (1197, 175, 1368, 308)
section-heading: ΣΥΝΕΧΕΙΑ ΕΚ ΤΗΣ ΣΕΛ. (649, 1111, 792, 1126)
section-heading: ΑΤΟΜΙΚΕΣ ΠΕΡΙΠΤΩΣΕΙΣ (237, 1209, 386, 1224)
article-text: ΙΕΡΟΥΣΑΛΗΜ, 7. (Ἀσ. Πρές.) — Μέχρι στιγμῆς αἱ ἀραβικαὶ χῶραι οὐδεμίαν ἐπιθυμίαν ἐκδηλοῦν ὅπως μετὰ συνομιλίας τῆς ἰσραηλινῆς κυβερνήσεως ἐπιλυθῇ ἡ κρίσις, δηλοῦν τὰ διπλωματικὰ κύκλα. Ὁ ἀπεσταλμένος τοῦ γενικοῦ γραμματέως τῶν Ἡνωμένων Ἐθνῶν μετέβη ἐκ νέου εἰς τὸ Κάιρον πρὸς συνέχισιν τῶν διαπραγματεύσεων καὶ ἀναμένεται νὰ ἐπιστρέψῃ ἐντὸς τῆς ἑβδομάδος. (1375, 847, 1546, 1006)
article-text: ΜΟΣΧΑ, 7. (Ἀσ. Πρές.) — Οἱ ἐνταῦθα διπλωματικοὶ παρατηρηταὶ τονίζουν ὅτι τὸ ρῆγμα μεταξὺ Σοβιετικῆς Ἑνώσεως καὶ Ρουμανίας ἐπισημοποιεῖται μετὰ τὰς νέας ἐκδηλώσεις τοῦ Βουκουρεστίου, τὸ ὁποῖον ἀκολουθεῖ ἀνεξάρτητον πολιτικήν. (629, 612, 812, 710)
middle-column (629, 0, 1003, 2380)
column-divider (621, 0, 622, 2315)
article-text: Κατὰ τὰς πληροφορίας τῶν ἁρμοδίων ὑπηρεσιῶν, ἡ κατάστασις παραμένει σοβαρὰ καὶ αἱ συνομιλίαι συνεχίζονται ὑπὸ τὴν αἰγίδα τοῦ διεθνοῦς ὀργανισμοῦ. Ἡ κυβέρνησις ἐξέδωκεν ἀνακοινωθέν, διὰ τοῦ ὁποίου τονίζεται ὅτι τὰ ληφθέντα μέτρα εἶναι προσωρινὰ καὶ ὅτι ἡ ἐφαρμογή των θὰ ἐπανεξετασθῇ ἐν καιρῷ. (629, 1711, 812, 1832)
funeral-name: ΕΛΕΝΗΝ ΑΛ. ΒΟΣΝΑΚΙΔΟΥ (434, 1871, 598, 1886)
article-text: ΜΟΣΧΑ, 7. (Ἀσ. Πρές.) — Οἱ ἐνταῦθα διπλωματικοὶ παρατηρηταὶ τονίζουν ὅτι τὸ ρῆγμα μεταξὺ Σοβιετικῆς Ἑνώσεως καὶ Ρουμανίας ἐπισημοποιεῖται μετὰ τὰς νέας ἐκδηλώσεις τοῦ Βουκουρεστίου, τὸ ὁποῖον ἀκολουθεῖ ἀνεξάρτητον πολιτικήν. (629, 838, 812, 935)
article-text: Κατὰ τὰς πληροφορίας τῶν ἁρμοδίων ὑπηρεσιῶν, ἡ κατάστασις παραμένει σοβαρὰ καὶ αἱ συνομιλίαι συνεχίζονται ὑπὸ τὴν αἰγίδα τοῦ διεθνοῦς ὀργανισμοῦ. Ἡ κυβέρνησις ἐξέδωκεν ἀνακοινωθέν, διὰ τοῦ ὁποίου τονίζεται ὅτι τὰ ληφθέντα μέτρα εἶναι προσωρινὰ καὶ ὅτι ἡ ἐφαρμογή των θὰ ἐπανεξετασθῇ ἐν καιρῷ. (213, 535, 409, 644)
headline-transplant: ΘΑ ΚΙΝΗΜΑΤΟΓΡΑΦΗΘΗ Η ΤΡΙΤΗ ΕΓΧΕΙΡΗΣΙΣ ΜΕΤΑΜΟΣΧΕΥΣΕΩΣ (420, 1659, 610, 1713)
headline-german-students: ΓΕΡΜΑΝΟΙ ΦΟΙΤΗΤΑΙ ΖΗΤΟΥΝ ΤΗΝ ΠΑΡΑΙΤΗΣΙΝ ΤΟΥ Κ. ΛΥΜΠΚΕ (1020, 1558, 1277, 1593)
article-text: ΙΕΡΟΥΣΑΛΗΜ, 7. (Ἀσ. Πρές.) — Μέχρι στιγμῆς αἱ ἀραβικαὶ χῶραι οὐδεμίαν ἐπιθυμίαν ἐκδηλοῦν ὅπως μετὰ συνομιλίας τῆς ἰσραηλινῆς κυβερνήσεως ἐπιλυθῇ ἡ κρίσις, δηλοῦν τὰ διπλωματικὰ κύκλα. Ὁ ἀπεσταλμένος τοῦ γενικοῦ γραμματέως τῶν Ἡνωμένων Ἐθνῶν μετέβη ἐκ νέου εἰς τὸ Κάιρον πρὸς συνέχισιν τῶν διαπραγματεύσεων καὶ ἀναμένεται νὰ ἐπιστρέψῃ ἐντὸς τῆς ἑβδομάδος. (10, 516, 206, 661)
headline-india-water: ΕΞ ΙΝΔΟΙ ΝΕΚΡΟΙ ΕΚ ΔΗΛΗΤΗΡΙΑΣΜΕΝΟΥ ΠΟΣΙΜΟΥ ΥΔΑΤΟΣ (1030, 1675, 1267, 1728)
article-text: ΟΤΤΑΒΑ, 7. (Ἀσ. Πρές.) — Ὁ πρωθυπουργὸς τοῦ Καναδᾶ ἐδήλωσεν ὅτι ἡ κυβέρνησίς του θὰ διακόψῃ τὰς σχέσεις μετὰ τῆς Γαλλίας ἐὰν τὸ Κεμπὲκ προσκληθῇ εἰς διεθνῆ συνδιάσκεψιν ὡς ἀνεξάρτητον μέρος. Ἡ δήλωσις προεκάλεσεν ἐντύπωσιν εἰς τοὺς διπλωματικοὺς κύκλους. (1018, 1919, 1278, 1992)
article-text: Κατὰ τὰς πληροφορίας τῶν ἁρμοδίων ὑπηρεσιῶν, ἡ κατάστασις παραμένει σοβαρὰ καὶ αἱ συνομιλίαι συνεχίζονται ὑπὸ τὴν αἰγίδα τοῦ διεθνοῦς ὀργανισμοῦ. Ἡ κυβέρνησις ἐξέδωκεν ἀνακοινωθέν, διὰ τοῦ ὁποίου τονίζεται ὅτι τὰ ληφθέντα μέτρα εἶναι προσωρινὰ καὶ ὅτι ἡ ἐφαρμογή των θὰ ἐπανεξετασθῇ ἐν καιρῷ. (1018, 175, 1189, 308)
article-text: ΑΘΗΝΑΙ, 7. — Σημαντικὴν ἄνοδον ἐσημείωσεν ἡ οἰκοδομικὴ δραστηριότης κατὰ τὸ παρελθὸν ἔτος, συμφώνως πρὸς τὰ στοιχεῖα τῆς Ἐθνικῆς Στατιστικῆς Ὑπηρεσίας. Μετεβιβάσθησαν ἐν συνόλῳ διαμερίσματα ἀξίας πολλῶν ἑκατομμυρίων δραχμῶν, ἐνῷ ἡ ζήτησις κατοικιῶν παραμένει ὑψηλή. (315, 880, 613, 952)
headline-disarmament-agency: ΠΑΡΕΤΑΘΗ ΕΠΙ ΔΙΕΤΙΑΝ Η ΛΕΙΤΟΥΡΓΙΑ ΤΗΣ ΑΜΕΡΙΚΑΝΙΚΗΣ ΥΠΗΡΕΣΙΑΣ ΑΦΟΠΛΙΣΜΟΥ (316, 963, 612, 1016)
article-text: ΙΕΡΟΥΣΑΛΗΜ, 7. (Ἀσ. Πρές.) — Μέχρι στιγμῆς αἱ ἀραβικαὶ χῶραι οὐδεμίαν ἐπιθυμίαν ἐκδηλοῦν ὅπως μετὰ συνομιλίας τῆς ἰσραηλινῆς κυβερνήσεως ἐπιλυθῇ ἡ κρίσις, δηλοῦν τὰ διπλωματικὰ κύκλα. Ὁ ἀπεσταλμένος τοῦ γενικοῦ γραμματέως τῶν Ἡνωμένων Ἐθνῶν μετέβη ἐκ νέου εἰς τὸ Κάιρον πρὸς συνέχισιν τῶν διαπραγματεύσεων καὶ ἀναμένεται νὰ ἐπιστρέψῃ ἐντὸς τῆς ἑβδομάδος. (213, 1339, 409, 1485)
article-text: ΝΕΑ ΥΟΡΚΗ, 7. (Τοῦ ἀνταποκριτοῦ μας). — Αἱ Ἡνωμέναι Πολιτεῖαι θὰ ἀρνηθοῦν νὰ ἐκδώσουν τὸν δραπετεύσαντα στρατηγόν, ὁ ὁποῖος ἐζήτησε πολιτικὸν ἄσυλον. Κατὰ φήμας, μετέφερε μεθ᾽ ἑαυτοῦ καὶ μυστικὰ ἔγγραφα ὑψίστης σημασίας. (1197, 750, 1368, 847)
headline-foreign-capital: ΕΞΑΙΡΕΤΑΙ Η ΕΙΣΡΟΗ ΞΕΝΩΝ ΚΕΦΑΛΑΙΩΝ ΕΙΣ ΤΗΝ ΕΛΛΑΔΑ (1033, 1376, 1264, 1412)
article-text: ΜΟΣΧΑ, 7. (Ἀσ. Πρές.) — Οἱ ἐνταῦθα διπλωματικοὶ παρατηρηταὶ τονίζουν ὅτι τὸ ρῆγμα μεταξὺ Σοβιετικῆς Ἑνώσεως καὶ Ρουμανίας ἐπισημοποιεῖται μετὰ τὰς νέας ἐκδηλώσεις τοῦ Βουκουρεστίου, τὸ ὁποῖον ἀκολουθεῖ ἀνεξάρτητον πολιτικήν. (1018, 493, 1189, 602)
article-text: ΝΕΑ ΥΟΡΚΗ, 7. (Τοῦ ἀνταποκριτοῦ μας). — Αἱ Ἡνωμέναι Πολιτεῖαι θὰ ἀρνηθοῦν νὰ ἐκδώσουν τὸν δραπετεύσαντα στρατηγόν, ὁ ὁποῖος ἐζήτησε πολιτικὸν ἄσυλον. Κατὰ φήμας, μετέφερε μεθ᾽ ἑαυτοῦ καὶ μυστικὰ ἔγγραφα ὑψίστης σημασίας. (1286, 1255, 1546, 1316)
article-text: ΑΘΗΝΑΙ, 7. — Σημαντικὴν ἄνοδον ἐσημείωσεν ἡ οἰκοδομικὴ δραστηριότης κατὰ τὸ παρελθὸν ἔτος, συμφώνως πρὸς τὰ στοιχεῖα τῆς Ἐθνικῆς Στατιστικῆς Ὑπηρεσίας. Μετεβιβάσθησαν ἐν συνόλῳ διαμερίσματα ἀξίας πολλῶν ἑκατομμυρίων δραχμῶν, ἐνῷ ἡ ζήτησις κατοικιῶν παραμένει ὑψηλή. (417, 1333, 613, 1442)
headline-tshombe: ΜΟΝΙΜΟΝ ΠΟΝΟΚΕΦΑΛΟΝ ΕΧΕΙ ΠΡΟΚΑΛΕΣΕΙ Ο Μ.Ω.Υ.Σ ΤΣΟΜΠΕ ΕΙΣ ΤΟΝ ΜΠΟΥΜΕΝΤΙΕΝ (630, 1572, 1002, 1608)
subheadline-jarring: Ο Γιάριγκ μετέβη έκ νέου είς τό Κάϊρον πρός συνέχισιν τών διαπραγματεύσεων (68, 144, 555, 230)
article-text: Κατὰ τὰς πληροφορίας τῶν ἁρμοδίων ὑπηρεσιῶν, ἡ κατάστασις παραμένει σοβαρὰ καὶ αἱ συνομιλίαι συνεχίζονται ὑπὸ τὴν αἰγίδα τοῦ διεθνοῦς ὀργανισμοῦ. Ἡ κυβέρνησις ἐξέδωκεν ἀνακοινωθέν, διὰ τοῦ ὁποίου τονίζεται ὅτι τὰ ληφθέντα μέτρα εἶναι προσωρινὰ καὶ ὅτι ἡ ἐφαρμογή των θὰ ἐπανεξετασθῇ ἐν καιρῷ. (213, 234, 409, 343)
article-text: Κατὰ τὰς πληροφορίας τῶν ἁρμοδίων ὑπηρεσιῶν, ἡ κατάστασις παραμένει σοβαρὰ καὶ αἱ συνομιλίαι συνεχίζονται ὑπὸ τὴν αἰγίδα τοῦ διεθνοῦς ὀργανισμοῦ. Ἡ κυβέρνησις ἐξέδωκεν ἀνακοινωθέν, διὰ τοῦ ὁποίου τονίζεται ὅτι τὰ ληφθέντα μέτρα εἶναι προσωρινὰ καὶ ὅτι ἡ ἐφαρμογή των θὰ ἐπανεξετασθῇ ἐν καιρῷ. (1286, 1634, 1546, 1720)
article-text: ΑΘΗΝΑΙ, 7. — Σημαντικὴν ἄνοδον ἐσημείωσεν ἡ οἰκοδομικὴ δραστηριότης κατὰ τὸ παρελθὸν ἔτος, συμφώνως πρὸς τὰ στοιχεῖα τῆς Ἐθνικῆς Στατιστικῆς Ὑπηρεσίας. Μετεβιβάσθησαν ἐν συνόλῳ διαμερίσματα ἀξίας πολλῶν ἑκατομμυρίων δραχμῶν, ἐνῷ ἡ ζήτησις κατοικιῶν παραμένει ὑψηλή. (214, 1924, 411, 2034)
article-text: ΠΑΡΙΣΙΟΙ, 7. (Ἡνωμ. Τύπος). — Οἱ πλεῖστοι τῶν καρδιοπαθῶν ἠμποροῦν νὰ ζήσουν ἐπὶ μακρὸν καὶ ἀνέτως, ἐφ᾽ ὅσον τηροῦν ὡρισμένους κανόνας ὑγιεινῆς καὶ ἀποφεύγουν τὴν ὑπερκόπωσιν, δηλοῦν διαπρεπεῖς καρδιολόγοι. Ἡ σύγχρονος ἰατρικὴ παρέχει ἀποτελεσματικὰ μέσα θεραπείας. (820, 2214, 1003, 2324)
section-heading: Η ΑΠΟΡΡΙΨΙΣ Η ΑΠΟ ΖΑΣ (1384, 830, 1537, 845)
article-text: Κατὰ τὰς πληροφορίας τῶν ἁρμοδίων ὑπηρεσιῶν, ἡ κατάστασις παραμένει σοβαρὰ καὶ αἱ συνομιλίαι συνεχίζονται ὑπὸ τὴν αἰγίδα τοῦ διεθνοῦς ὀργανισμοῦ. Ἡ κυβέρνησις ἐξέδωκεν ἀνακοινωθέν, διὰ τοῦ ὁποίου τονίζεται ὅτι τὰ ληφθέντα μέτρα εἶναι προσωρινὰ καὶ ὅτι ἡ ἐφαρμογή των θὰ ἐπανεξετασθῇ ἐν καιρῷ. (417, 1161, 613, 1270)
article-text: Κατὰ τὰς πληροφορίας τῶν ἁρμοδίων ὑπηρεσιῶν, ἡ κατάστασις παραμένει σοβαρὰ καὶ αἱ συνομιλίαι συνεχίζονται ὑπὸ τὴν αἰγίδα τοῦ διεθνοῦς ὀργανισμοῦ. Ἡ κυβέρνησις ἐξέδωκεν ἀνακοινωθέν, διὰ τοῦ ὁποίου τονίζεται ὅτι τὰ ληφθέντα μέτρα εἶναι προσωρινὰ καὶ ὅτι ἡ ἐφαρμογή των θὰ ἐπανεξετασθῇ ἐν καιρῷ. (820, 1823, 1003, 1946)
article-text: Κατὰ τὰς πληροφορίας τῶν ἁρμοδίων ὑπηρεσιῶν, ἡ κατάστασις παραμένει σοβαρὰ καὶ αἱ συνομιλίαι συνεχίζονται ὑπὸ τὴν αἰγίδα τοῦ διεθνοῦς ὀργανισμοῦ. Ἡ κυβέρνησις ἐξέδωκεν ἀνακοινωθέν, διὰ τοῦ ὁποίου τονίζεται ὅτι τὰ ληφθέντα μέτρα εἶναι προσωρινὰ καὶ ὅτι ἡ ἐφαρμογή των θὰ ἐπανεξετασθῇ ἐν καιρῷ. (1286, 1338, 1546, 1424)
byline: ΣΠΥΡΙΔΩΝ ΓΡΑΝΙΤΣΑΣ (843, 2331, 980, 2345)
article-text: ΙΕΡΟΥΣΑΛΗΜ, 7. (Ἀσ. Πρές.) — Μέχρι στιγμῆς αἱ ἀραβικαὶ χῶραι οὐδεμίαν ἐπιθυμίαν ἐκδηλοῦν ὅπως μετὰ συνομιλίας τῆς ἰσραηλινῆς κυβερνήσεως ἐπιλυθῇ ἡ κρίσις, δηλοῦν τὰ διπλωματικὰ κύκλα. Ὁ ἀπεσταλμένος τοῦ γενικοῦ γραμματέως τῶν Ἡνωμένων Ἐθνῶν μετέβη ἐκ νέου εἰς τὸ Κάιρον πρὸς συνέχισιν τῶν διαπραγματεύσεων καὶ ἀναμένεται νὰ ἐπιστρέψῃ ἐντὸς τῆς ἑβδομάδος. (1197, 332, 1368, 490)
article-text: Κατὰ τὰς πληροφορίας τῶν ἁρμοδίων ὑπηρεσιῶν, ἡ κατάστασις παραμένει σοβαρὰ καὶ αἱ συνομιλίαι συνεχίζονται ὑπὸ τὴν αἰγίδα τοῦ διεθνοῦς ὀργανισμοῦ. Ἡ κυβέρνησις ἐξέδωκεν ἀνακοινωθέν, διὰ τοῦ ὁποίου τονίζεται ὅτι τὰ ληφθέντα μέτρα εἶναι προσωρινὰ καὶ ὅτι ἡ ἐφαρμογή των θὰ ἐπανεξετασθῇ ἐν καιρῷ. (10, 1339, 206, 1449)
article-text: ΝΕΑ ΥΟΡΚΗ, 7. (Τοῦ ἀνταποκριτοῦ μας). — Αἱ Ἡνωμέναι Πολιτεῖαι θὰ ἀρνηθοῦν νὰ ἐκδώσουν τὸν δραπετεύσαντα στρατηγόν, ὁ ὁποῖος ἐζήτησε πολιτικὸν ἄσυλον. Κατὰ φήμας, μετέφερε μεθ᾽ ἑαυτοῦ καὶ μυστικὰ ἔγγραφα ὑψίστης σημασίας. (629, 2065, 812, 2162)
section-heading: Η ΣΥΝΕΝΤΕΥΞΙΣ ΤΟΥ ΝΑΣΣΕΡ (17, 668, 198, 683)
article-text: ΒΡΥΞΕΛΛΑΙ, 7. (Ἀθ. Πρακτ.) — Ὑπεγράφη ἐνταῦθα ἡ συμφωνία διὰ τῆς ὁποίας ρυθμίζονται αἱ ἐκκρεμότητες τῆς συνδέσεως τῆς Ἑλλάδος μετὰ τῆς Εὐρωπαϊκῆς Οἰκονομικῆς Κοινότητος. Ἡ ἑλληνικὴ ἀντιπροσωπεία ἐξέφρασε τὴν ἱκανοποίησίν της. (820, 1309, 1003, 1406)
headline-heart-patients: ΠΛΕΙΣΤΟΙ ΤΩΝ ΚΑΡΔΙΟΠΑΘΩΝ ΗΜΠΟΡΟΥΝ ΕΠΙ ΜΑΚΡΟΝ ΚΑΙ ΑΝΕΤΩΣ ΝΑ ΖΗΣΟΥΝ ΜΕ ΕΛΑΧΙΣΤΑΣ ΣΤΕΡΗΣΕΙΣ ΚΑΙ ΡΥΘΜΟΝ ΖΩΗΣ (16, 1027, 606, 1092)
article-text: ΝΕΑ ΥΟΡΚΗ, 7. (Τοῦ ἀνταποκριτοῦ μας). — Αἱ Ἡνωμέναι Πολιτεῖαι θὰ ἀρνηθοῦν νὰ ἐκδώσουν τὸν δραπετεύσαντα στρατηγόν, ὁ ὁποῖος ἐζήτησε πολιτικὸν ἄσυλον. Κατὰ φήμας, μετέφερε μεθ᾽ ἑαυτοῦ καὶ μυστικὰ ἔγγραφα ὑψίστης σημασίας. (629, 1610, 812, 1707)
headline-quebec: ΑΝ ΠΡΟΣΚΑΛΕΣΘΗ ΤΟ ΚΕΜΠΕΚ ΕΙΣ ΔΙΕΘΝΗ ΣΥΝΔΙΑΣΚΕΨΙΝ (644, 163, 987, 207)
headline-christopoulos: Ο Κ. ΧΡΙΣΤΟΠΟΥΛΟΣ ΕΔΕΧΘΗ ΤΟΝ Κ. ΤΟΥΛΟΥΙ (1034, 2003, 1263, 2039)
article-text: ΝΕΑ ΥΟΡΚΗ, 7. (Τοῦ ἀνταποκριτοῦ μας). — Αἱ Ἡνωμέναι Πολιτεῖαι θὰ ἀρνηθοῦν νὰ ἐκδώσουν τὸν δραπετεύσαντα στρατηγόν, ὁ ὁποῖος ἐζήτησε πολιτικὸν ἄσυλον. Κατὰ φήμας, μετέφερε μεθ᾽ ἑαυτοῦ καὶ μυστικὰ ἔγγραφα ὑψίστης σημασίας. (1018, 2184, 1278, 2245)
article-text: ΝΕΑ ΥΟΡΚΗ, 7. (Τοῦ ἀνταποκριτοῦ μας). — Αἱ Ἡνωμέναι Πολιτεῖαι θὰ ἀρνηθοῦν νὰ ἐκδώσουν τὸν δραπετεύσαντα στρατηγόν, ὁ ὁποῖος ἐζήτησε πολιτικὸν ἄσυλον. Κατὰ φήμας, μετέφερε μεθ᾽ ἑαυτοῦ καὶ μυστικὰ ἔγγραφα ὑψίστης σημασίας. (1375, 727, 1546, 824)
article-text: ΙΕΡΟΥΣΑΛΗΜ, 7. (Ἀσ. Πρές.) — Μέχρι στιγμῆς αἱ ἀραβικαὶ χῶραι οὐδεμίαν ἐπιθυμίαν ἐκδηλοῦν ὅπως μετὰ συνομιλίας τῆς ἰσραηλινῆς κυβερνήσεως ἐπιλυθῇ ἡ κρίσις, δηλοῦν τὰ διπλωματικὰ κύκλα. Ὁ ἀπεσταλμένος τοῦ γενικοῦ γραμματέως τῶν Ἡνωμένων Ἐθνῶν μετέβη ἐκ νέου εἰς τὸ Κάιρον πρὸς συνέχισιν τῶν διαπραγματεύσεων καὶ ἀναμένεται νὰ ἐπιστρέψῃ ἐντὸς τῆς ἑβδομάδος. (820, 732, 1003, 879)
article-text: ΙΕΡΟΥΣΑΛΗΜ, 7. (Ἀσ. Πρές.) — Μέχρι στιγμῆς αἱ ἀραβικαὶ χῶραι οὐδεμίαν ἐπιθυμίαν ἐκδηλοῦν ὅπως μετὰ συνομιλίας τῆς ἰσραηλινῆς κυβερνήσεως ἐπιλυθῇ ἡ κρίσις, δηλοῦν τὰ διπλωματικὰ κύκλα. Ὁ ἀπεσταλμένος τοῦ γενικοῦ γραμματέως τῶν Ἡνωμένων Ἐθνῶν μετέβη ἐκ νέου εἰς τὸ Κάιρον πρὸς συνέχισιν τῶν διαπραγματεύσεων καὶ ἀναμένεται νὰ ἐπιστρέψῃ ἐντὸς τῆς ἑβδομάδος. (417, 535, 613, 681)
article-text: ΟΤΤΑΒΑ, 7. (Ἀσ. Πρές.) — Ὁ πρωθυπουργὸς τοῦ Καναδᾶ ἐδήλωσεν ὅτι ἡ κυβέρνησίς του θὰ διακόψῃ τὰς σχέσεις μετὰ τῆς Γαλλίας ἐὰν τὸ Κεμπὲκ προσκληθῇ εἰς διεθνῆ συνδιάσκεψιν ὡς ἀνεξάρτητον μέρος. Ἡ δήλωσις προεκάλεσεν ἐντύπωσιν εἰς τοὺς διπλωματικοὺς κύκλους. (820, 209, 1003, 319)
article-text: ΠΑΡΙΣΙΟΙ, 7. (Ἡνωμ. Τύπος). — Οἱ πλεῖστοι τῶν καρδιοπαθῶν ἠμποροῦν νὰ ζήσουν ἐπὶ μακρὸν καὶ ἀνέτως, ἐφ᾽ ὅσον τηροῦν ὡρισμένους κανόνας ὑγιεινῆς καὶ ἀποφεύγουν τὴν ὑπερκόπωσιν, δηλοῦν διαπρεπεῖς καρδιολόγοι. Ἡ σύγχρονος ἰατρικὴ παρέχει ἀποτελεσματικὰ μέσα θεραπείας. (213, 1094, 409, 1204)
article-text: Κατὰ τὰς πληροφορίας τῶν ἁρμοδίων ὑπηρεσιῶν, ἡ κατάστασις παραμένει σοβαρὰ καὶ αἱ συνομιλίαι συνεχίζονται ὑπὸ τὴν αἰγίδα τοῦ διεθνοῦς ὀργανισμοῦ. Ἡ κυβέρνησις ἐξέδωκεν ἀνακοινωθέν, διὰ τοῦ ὁποίου τονίζεται ὅτι τὰ ληφθέντα μέτρα εἶναι προσωρινὰ καὶ ὅτι ἡ ἐφαρμογή των θὰ ἐπανεξετασθῇ ἐν καιρῷ. (1197, 869, 1368, 1003)
article-text: ΜΟΣΧΑ, 7. (Ἀσ. Πρές.) — Οἱ ἐνταῦθα διπλωματικοὶ παρατηρηταὶ τονίζουν ὅτι τὸ ρῆγμα μεταξὺ Σοβιετικῆς Ἑνώσεως καὶ Ρουμανίας ἐπισημοποιεῖται μετὰ τὰς νέας ἐκδηλώσεις τοῦ Βουκουρεστίου, τὸ ὁποῖον ἀκολουθεῖ ἀνεξάρτητον πολιτικήν. (1018, 1132, 1189, 1241)
section-heading: ΚΑΘΥΣΤΕΡΗΣΙΣ ΤΟ ΓΕΥΜΑ (830, 1111, 992, 1126)
section-heading: ΑΛΛΑΙ ΕΠΙΚΡΙΣΕΙΣ (1406, 529, 1516, 543)
section-heading: ΤΟ ΘΕΜΑ ΤΩΝ ΠΕΤΡΕΛΑΙΩΝ (429, 386, 601, 401)
funerals-heading: ΚΗΔΕΙΑΙ (475, 1847, 557, 1870)
section-heading: ΕΙΔΙΚΟΙ ΠΡΟΤΑΣΕΙΣ (1401, 509, 1521, 524)
article-arabs (10, 235, 613, 798)
article-text: ΙΕΡΟΥΣΑΛΗΜ, 7. (Ἀσ. Πρές.) — Μέχρι στιγμῆς αἱ ἀραβικαὶ χῶραι οὐδεμίαν ἐπιθυμίαν ἐκδηλοῦν ὅπως μετὰ συνομιλίας τῆς ἰσραηλινῆς κυβερνήσεως ἐπιλυθῇ ἡ κρίσις, δηλοῦν τὰ διπλωματικὰ κύκλα. Ὁ ἀπεσταλμένος τοῦ γενικοῦ γραμματέως τῶν Ἡνωμένων Ἐθνῶν μετέβη ἐκ νέου εἰς τὸ Κάιρον πρὸς συνέχισιν τῶν διαπραγματεύσεων καὶ ἀναμένεται νὰ ἐπιστρέψῃ ἐντὸς τῆς ἑβδομάδος. (417, 1503, 613, 1650)
article-text: ΙΕΡΟΥΣΑΛΗΜ, 7. (Ἀσ. Πρές.) — Μέχρι στιγμῆς αἱ ἀραβικαὶ χῶραι οὐδεμίαν ἐπιθυμίαν ἐκδηλοῦν ὅπως μετὰ συνομιλίας τῆς ἰσραηλινῆς κυβερνήσεως ἐπιλυθῇ ἡ κρίσις, δηλοῦν τὰ διπλωματικὰ κύκλα. Ὁ ἀπεσταλμένος τοῦ γενικοῦ γραμματέως τῶν Ἡνωμένων Ἐθνῶν μετέβη ἐκ νέου εἰς τὸ Κάιρον πρὸς συνέχισιν τῶν διαπραγματεύσεων καὶ ἀναμένεται νὰ ἐπιστρέψῃ ἐντὸς τῆς ἑβδομάδος. (820, 1409, 1003, 1556)
section-heading: ΘΑ ΖΗΤ—Ϊ Η ΕΚΔΟΣΙΣ (1349, 1322, 1483, 1336)
column-divider (1011, 0, 1012, 2315)
article-text: ΜΟΣΧΑ, 7. (Ἀσ. Πρές.) — Οἱ ἐνταῦθα διπλωματικοὶ παρατηρηταὶ τονίζουν ὅτι τὸ ρῆγμα μεταξὺ Σοβιετικῆς Ἑνώσεως καὶ Ρουμανίας ἐπισημοποιεῖται μετὰ τὰς νέας ἐκδηλώσεις τοῦ Βουκουρεστίου, τὸ ὁποῖον ἀκολουθεῖ ἀνεξάρτητον πολιτικήν. (1286, 1886, 1546, 1958)
section-heading: ΕΚΡΗΞΙΣ ΝΑΡΚΗΣ (461, 688, 569, 702)
